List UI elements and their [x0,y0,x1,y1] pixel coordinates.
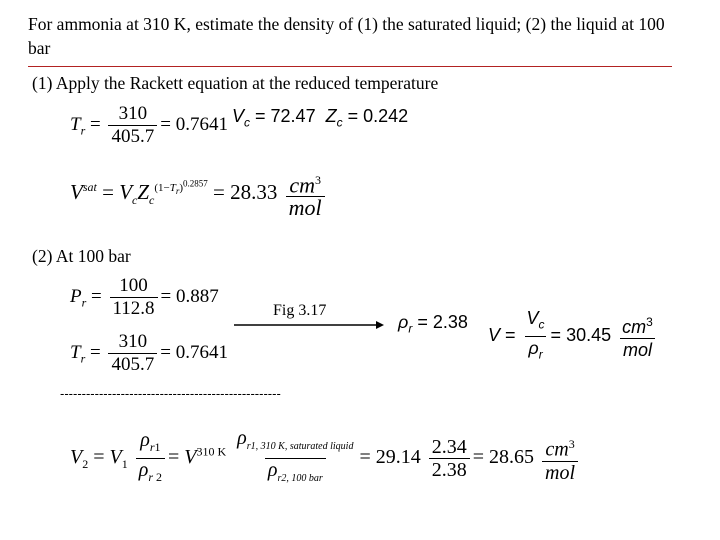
v-value: 30.45 [566,324,612,345]
tr-value: 0.7641 [175,113,228,135]
rho-r-value: 2.38 [432,312,468,332]
volume-equation: V = $\frac{V_c}{\rho_r}$ = 30.45 $\frac{cm^3}{\text{mol}}$ [488,308,659,364]
rackett-exponent: 0.2857 [183,178,208,189]
critical-properties: $V_c = 72.47$ $Z_c = 0.242$ [232,106,409,130]
numeric-ratio [429,437,470,480]
unit-mol-3: mol [545,461,576,484]
unit-mol: mol [288,195,322,221]
reduced-pressure-equation: $P_r$ = $\frac{100}{112.8}$ = 0.887 [70,275,219,319]
pr-numerator: 100 [119,275,148,296]
tr-numerator: 310 [118,103,148,124]
rackett-equation: $V^{sat} = V_cZ_c^{(1-T_r)^{0.2857}} = 28.33$ $\frac{cm^3}{\text{mol}}$ [70,170,328,218]
unit-cubed: 3 [314,173,321,187]
tr2-denominator: 405.7 [108,353,157,375]
tr-denominator: 405.7 [108,125,157,147]
problem-statement: For ammonia at 310 K, estimate the density of (1) the saturated liquid; (2) the liquid at 100 bar [28,14,665,58]
v-unit [619,312,656,360]
step2-heading: (2) At 100 bar [32,246,131,266]
unit-cm: cm [289,172,315,198]
rho-ratio-fraction: $\frac{\rho_{r1}}{\rho_{r 2}}$ [136,430,165,487]
unit-cubed-3: 3 [568,437,575,452]
pr-value: 0.887 [176,285,219,307]
pr-fraction [110,276,158,319]
unit-cm-2: cm [622,317,647,338]
rho-num-subscript: r1, 310 K, saturated liquid [246,441,354,452]
reduced-density-value: $\rho_r = 2.38$ [398,312,468,336]
final-volume-equation: $V_2 = V_1$ $\frac{\rho_{r1}}{\rho_{r 2}}$ = $V^{310 K}$ $\frac{\rho_{r1, 310 K, saturated liquid}}{\rho_{r2, 100 bar}}$ = 29.14 $\frac{2.34}{2.38}$ = 28.65 $\frac{cm^3}{\text{mol}}$ [70,428,581,489]
tr2-fraction [108,332,157,375]
tr2-value: 0.7641 [175,341,228,363]
figure-reference: Fig 3.17 [273,302,327,319]
rho-detailed-fraction: $\frac{\rho_{r1, 310 K, saturated liquid}}{\rho_{r2, 100 bar}}$ [234,428,356,489]
reduced-temperature-equation-2: $T_r$ = $\frac{310}{405.7}$ = 0.7641 [70,331,228,375]
final-unit [542,434,578,483]
pr-denominator: 112.8 [110,297,158,319]
vsat-unit [286,170,325,221]
vsat-value: 28.33 [230,179,278,204]
unit-cm-3: cm [545,438,569,461]
vc-over-rho-fraction: $\frac{V_c}{\rho_r}$ [524,308,548,364]
zc-value: 0.242 [363,106,409,126]
final-result: 28.65 [489,446,535,469]
tr2-numerator: 310 [118,331,148,352]
intermediate-value: 29.14 [375,446,421,469]
dashed-separator: --------------------------------------------------- [60,386,281,401]
ratio-numerator: 2.34 [431,436,467,458]
vc-value: 72.47 [270,106,316,126]
unit-cubed-2: 3 [646,315,653,330]
arrow-right-icon [234,320,384,330]
unit-mol-2: mol [622,340,652,361]
tr-fraction [108,104,157,147]
ratio-denominator: 2.38 [429,458,470,480]
step1-heading: (1) Apply the Rackett equation at the reduced temperature [32,73,439,93]
title-divider [28,66,672,67]
rho-den-subscript: r2, 100 bar [277,473,323,484]
reduced-temperature-equation: $T_r$ = $\frac{310}{405.7}$ = 0.7641 [70,103,228,147]
v-310k-superscript: 310 K [196,444,227,459]
